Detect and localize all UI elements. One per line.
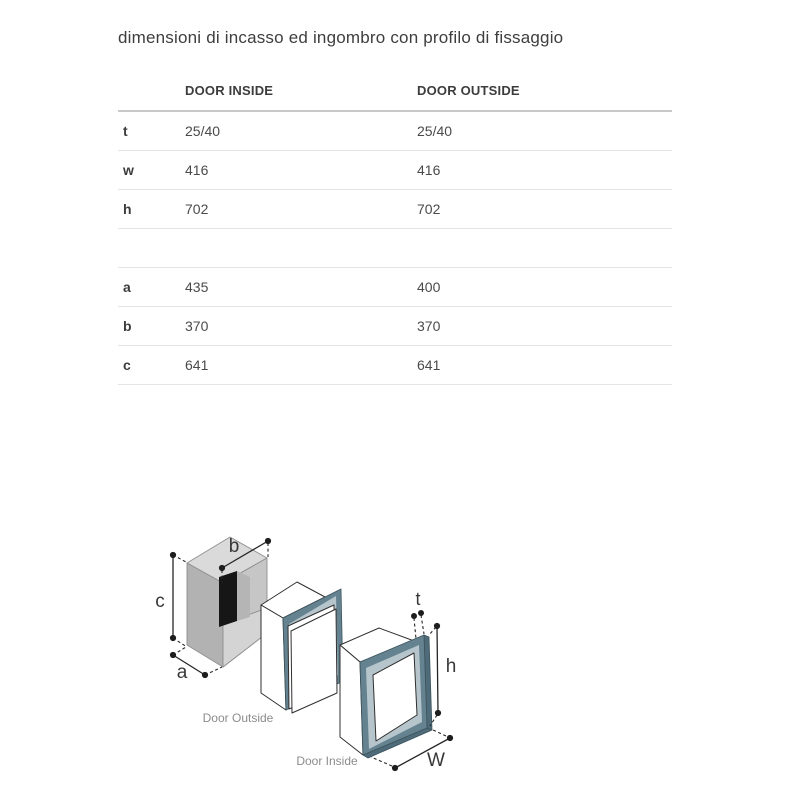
table-row-a [118, 268, 672, 307]
value-door-outside: 25/40 [417, 111, 672, 151]
value-door-outside: 641 [417, 346, 672, 385]
value-door-inside [185, 229, 417, 268]
table-row-c [118, 346, 672, 385]
value-door-outside: 702 [417, 190, 672, 229]
door-outside-label: Door Outside [202, 711, 274, 725]
door-outside-unit [261, 582, 343, 713]
column-header-label [118, 74, 185, 111]
value-door-outside: 400 [417, 268, 672, 307]
value-door-outside: 370 [417, 307, 672, 346]
dimensions-table [118, 74, 672, 385]
column-header-door-inside: DOOR INSIDE [185, 74, 417, 111]
dimension-h [429, 623, 456, 726]
value-door-inside: 25/40 [185, 111, 417, 151]
dim-label-b: b [228, 536, 240, 557]
recess-slot [219, 571, 237, 627]
row-label: w [118, 151, 185, 190]
row-label: t [118, 111, 185, 151]
dimension-c [155, 552, 187, 647]
value-door-outside: 416 [417, 151, 672, 190]
dim-label-w: W [427, 750, 445, 771]
row-label [118, 229, 185, 268]
table-row-spacer [118, 229, 672, 268]
value-door-outside [417, 229, 672, 268]
table-row-t [118, 111, 672, 151]
dim-label-t: t [415, 589, 421, 609]
dim-label-c: c [155, 591, 165, 612]
door-inside-label: Door Inside [296, 754, 358, 768]
table-row-h [118, 190, 672, 229]
value-door-inside: 370 [185, 307, 417, 346]
value-door-inside: 416 [185, 151, 417, 190]
dim-label-a: a [176, 662, 188, 683]
table-header-row [118, 74, 672, 111]
recess-cabinet-illustration [187, 537, 267, 667]
door-inside-unit [340, 628, 432, 758]
row-label: b [118, 307, 185, 346]
row-label: h [118, 190, 185, 229]
value-door-inside: 435 [185, 268, 417, 307]
value-door-inside: 702 [185, 190, 417, 229]
page-title: dimensioni di incasso ed ingombro con profilo di fissaggio [118, 28, 564, 47]
dimension-t [411, 589, 424, 639]
table-row-b [118, 307, 672, 346]
column-header-door-outside: DOOR OUTSIDE [417, 74, 672, 111]
value-door-inside: 641 [185, 346, 417, 385]
table-row-w [118, 151, 672, 190]
row-label: c [118, 346, 185, 385]
row-label: a [118, 268, 185, 307]
dim-label-h: h [445, 656, 457, 677]
installation-diagram [140, 520, 560, 800]
